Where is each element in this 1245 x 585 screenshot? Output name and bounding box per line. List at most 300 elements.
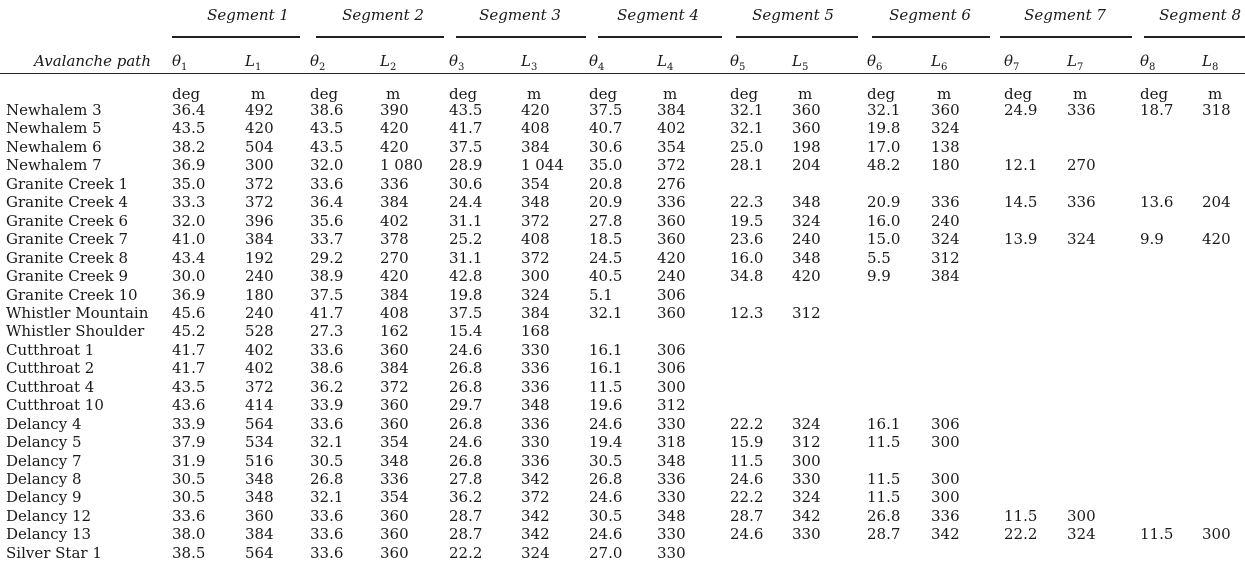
length-cell-3: 336 <box>521 451 550 470</box>
theta-cell-3: 27.8 <box>449 470 483 488</box>
unit-deg-7: deg <box>1004 85 1033 103</box>
theta-cell-1: 32.0 <box>172 211 206 230</box>
segment-rule-7 <box>1000 36 1132 38</box>
theta-cell-4: 30.5 <box>589 506 623 525</box>
theta-cell-1: 45.6 <box>172 303 206 322</box>
theta-cell-1: 36.9 <box>172 285 206 304</box>
theta-cell-6: 28.7 <box>867 525 901 544</box>
length-cell-6: 336 <box>931 506 960 525</box>
length-cell-1: 414 <box>245 396 274 415</box>
theta-cell-4: 5.1 <box>589 285 613 304</box>
length-cell-1: 372 <box>245 193 274 212</box>
length-cell-4: 372 <box>657 156 686 175</box>
theta-cell-5: 11.5 <box>730 451 764 470</box>
table-row <box>0 175 1245 193</box>
length-cell-4: 276 <box>657 174 686 193</box>
length-cell-2: 360 <box>380 525 409 544</box>
avalanche-path-name: Cutthroat 2 <box>6 359 95 378</box>
segment-rule-4 <box>598 36 722 38</box>
table-row <box>0 101 1245 119</box>
theta-cell-1: 45.2 <box>172 322 206 341</box>
theta-cell-4: 24.5 <box>589 248 623 267</box>
theta-cell-4: 27.8 <box>589 211 623 230</box>
length-cell-1: 564 <box>245 543 274 562</box>
unit-deg-3: deg <box>449 85 478 103</box>
theta-cell-8: 9.9 <box>1140 230 1164 249</box>
length-cell-4: 384 <box>657 101 686 119</box>
unit-deg-6: deg <box>867 85 896 103</box>
length-cell-2: 336 <box>380 470 409 488</box>
length-cell-1: 372 <box>245 174 274 193</box>
length-cell-6: 180 <box>931 156 960 175</box>
length-symbol-6: $L_6$ <box>931 52 948 73</box>
length-cell-2: 1 080 <box>380 156 423 175</box>
theta-cell-3: 25.2 <box>449 230 483 249</box>
theta-cell-2: 33.7 <box>310 230 344 249</box>
header-divider <box>0 73 1245 74</box>
theta-cell-1: 43.5 <box>172 119 206 138</box>
length-symbol-8: $L_8$ <box>1202 52 1219 73</box>
theta-cell-3: 22.2 <box>449 543 483 562</box>
theta-symbol-2: $\theta_2$ <box>310 52 326 73</box>
theta-cell-2: 41.7 <box>310 303 344 322</box>
length-cell-3: 372 <box>521 488 550 507</box>
avalanche-path-name: Granite Creek 9 <box>6 267 129 286</box>
theta-symbol-1: $\theta_1$ <box>172 52 188 73</box>
segment-rule-6 <box>872 36 990 38</box>
length-cell-5: 348 <box>792 248 821 267</box>
length-cell-2: 384 <box>380 285 409 304</box>
theta-cell-1: 31.9 <box>172 451 206 470</box>
avalanche-path-name: Silver Star 1 <box>6 543 102 562</box>
avalanche-path-name: Granite Creek 10 <box>6 285 138 304</box>
length-cell-3: 168 <box>521 322 550 341</box>
length-cell-7: 324 <box>1067 230 1096 249</box>
theta-cell-3: 26.8 <box>449 414 483 433</box>
avalanche-path-name: Granite Creek 1 <box>6 174 129 193</box>
theta-cell-2: 27.3 <box>310 322 344 341</box>
theta-cell-2: 33.6 <box>310 506 344 525</box>
unit-m-6: m <box>937 85 952 103</box>
segment-header-4: Segment 4 <box>617 6 699 24</box>
theta-cell-6: 48.2 <box>867 156 901 175</box>
length-cell-4: 360 <box>657 303 686 322</box>
length-cell-6: 342 <box>931 525 960 544</box>
unit-m-5: m <box>798 85 813 103</box>
avalanche-path-name: Granite Creek 7 <box>6 230 129 249</box>
theta-cell-3: 26.8 <box>449 451 483 470</box>
length-cell-4: 240 <box>657 267 686 286</box>
avalanche-path-name: Newhalem 6 <box>6 137 102 156</box>
theta-cell-1: 36.9 <box>172 156 206 175</box>
length-cell-4: 306 <box>657 285 686 304</box>
theta-cell-4: 20.8 <box>589 174 623 193</box>
length-cell-4: 306 <box>657 359 686 378</box>
length-cell-5: 348 <box>792 193 821 212</box>
unit-m-8: m <box>1208 85 1223 103</box>
theta-cell-4: 30.6 <box>589 137 623 156</box>
theta-cell-3: 42.8 <box>449 267 483 286</box>
table-row <box>0 359 1245 377</box>
length-cell-3: 342 <box>521 506 550 525</box>
length-cell-3: 324 <box>521 285 550 304</box>
theta-cell-3: 29.7 <box>449 396 483 415</box>
avalanche-path-name: Granite Creek 4 <box>6 193 129 212</box>
length-cell-7: 336 <box>1067 193 1096 212</box>
length-cell-2: 384 <box>380 193 409 212</box>
theta-cell-1: 33.3 <box>172 193 206 212</box>
length-cell-6: 324 <box>931 119 960 138</box>
length-cell-6: 360 <box>931 101 960 119</box>
segment-header-3: Segment 3 <box>479 6 561 24</box>
theta-cell-7: 11.5 <box>1004 506 1038 525</box>
length-cell-1: 564 <box>245 414 274 433</box>
theta-cell-2: 30.5 <box>310 451 344 470</box>
length-cell-5: 300 <box>792 451 821 470</box>
length-cell-2: 270 <box>380 248 409 267</box>
length-cell-1: 192 <box>245 248 274 267</box>
segment-rule-3 <box>456 36 586 38</box>
length-cell-5: 324 <box>792 488 821 507</box>
theta-cell-2: 36.4 <box>310 193 344 212</box>
avalanche-path-name: Delancy 8 <box>6 470 82 488</box>
length-cell-1: 348 <box>245 470 274 488</box>
length-cell-2: 360 <box>380 506 409 525</box>
theta-cell-4: 16.1 <box>589 359 623 378</box>
theta-cell-7: 13.9 <box>1004 230 1038 249</box>
theta-cell-6: 20.9 <box>867 193 901 212</box>
length-cell-3: 336 <box>521 377 550 396</box>
length-cell-6: 384 <box>931 267 960 286</box>
theta-cell-1: 41.0 <box>172 230 206 249</box>
theta-cell-6: 9.9 <box>867 267 891 286</box>
theta-cell-3: 26.8 <box>449 377 483 396</box>
unit-m-4: m <box>663 85 678 103</box>
avalanche-path-name: Newhalem 3 <box>6 101 102 119</box>
length-cell-2: 420 <box>380 267 409 286</box>
table-row <box>0 452 1245 470</box>
theta-cell-5: 24.6 <box>730 470 764 488</box>
length-cell-3: 300 <box>521 267 550 286</box>
theta-cell-1: 43.6 <box>172 396 206 415</box>
length-cell-2: 360 <box>380 396 409 415</box>
unit-deg-4: deg <box>589 85 618 103</box>
theta-cell-4: 40.5 <box>589 267 623 286</box>
theta-cell-4: 30.5 <box>589 451 623 470</box>
theta-cell-1: 30.0 <box>172 267 206 286</box>
theta-cell-3: 24.6 <box>449 340 483 359</box>
length-cell-1: 240 <box>245 303 274 322</box>
theta-cell-5: 19.5 <box>730 211 764 230</box>
theta-cell-3: 30.6 <box>449 174 483 193</box>
length-cell-2: 348 <box>380 451 409 470</box>
theta-cell-6: 11.5 <box>867 433 901 452</box>
length-cell-6: 138 <box>931 137 960 156</box>
length-cell-2: 372 <box>380 377 409 396</box>
table-row <box>0 507 1245 525</box>
length-cell-4: 330 <box>657 543 686 562</box>
table-row <box>0 396 1245 414</box>
length-cell-2: 378 <box>380 230 409 249</box>
avalanche-path-name: Newhalem 7 <box>6 156 102 175</box>
length-cell-3: 342 <box>521 525 550 544</box>
length-cell-4: 318 <box>657 433 686 452</box>
theta-cell-3: 43.5 <box>449 101 483 119</box>
length-cell-1: 516 <box>245 451 274 470</box>
length-symbol-1: $L_1$ <box>245 52 262 73</box>
avalanche-path-name: Delancy 5 <box>6 433 82 452</box>
theta-cell-3: 36.2 <box>449 488 483 507</box>
avalanche-path-name: Cutthroat 1 <box>6 340 95 359</box>
length-cell-7: 336 <box>1067 101 1096 119</box>
theta-symbol-6: $\theta_6$ <box>867 52 883 73</box>
theta-cell-8: 13.6 <box>1140 193 1174 212</box>
theta-cell-1: 41.7 <box>172 340 206 359</box>
avalanche-path-name: Delancy 9 <box>6 488 82 507</box>
theta-cell-1: 36.4 <box>172 101 206 119</box>
table-row <box>0 249 1245 267</box>
theta-cell-2: 29.2 <box>310 248 344 267</box>
theta-cell-4: 19.4 <box>589 433 623 452</box>
length-cell-4: 348 <box>657 451 686 470</box>
table-row <box>0 212 1245 230</box>
avalanche-path-name: Cutthroat 4 <box>6 377 95 396</box>
length-cell-1: 372 <box>245 377 274 396</box>
length-cell-8: 300 <box>1202 525 1231 544</box>
length-cell-4: 354 <box>657 137 686 156</box>
length-cell-1: 504 <box>245 137 274 156</box>
theta-cell-3: 37.5 <box>449 303 483 322</box>
unit-deg-2: deg <box>310 85 339 103</box>
segment-header-1: Segment 1 <box>207 6 289 24</box>
avalanche-path-name: Delancy 12 <box>6 506 92 525</box>
table-row <box>0 286 1245 304</box>
table-row <box>0 322 1245 340</box>
length-cell-3: 408 <box>521 230 550 249</box>
theta-symbol-4: $\theta_4$ <box>589 52 605 73</box>
theta-cell-4: 16.1 <box>589 340 623 359</box>
theta-cell-2: 33.6 <box>310 525 344 544</box>
theta-cell-6: 11.5 <box>867 488 901 507</box>
length-cell-2: 384 <box>380 359 409 378</box>
length-cell-5: 312 <box>792 303 821 322</box>
length-cell-1: 348 <box>245 488 274 507</box>
theta-cell-2: 38.9 <box>310 267 344 286</box>
avalanche-path-name: Granite Creek 8 <box>6 248 129 267</box>
length-symbol-4: $L_4$ <box>657 52 674 73</box>
length-cell-1: 402 <box>245 340 274 359</box>
length-cell-3: 384 <box>521 137 550 156</box>
theta-cell-4: 35.0 <box>589 156 623 175</box>
length-cell-2: 390 <box>380 101 409 119</box>
unit-deg-5: deg <box>730 85 759 103</box>
avalanche-path-name: Delancy 13 <box>6 525 92 544</box>
theta-cell-1: 38.2 <box>172 137 206 156</box>
length-cell-1: 420 <box>245 119 274 138</box>
length-cell-4: 330 <box>657 525 686 544</box>
length-cell-3: 1 044 <box>521 156 564 175</box>
theta-cell-5: 24.6 <box>730 525 764 544</box>
segment-header-5: Segment 5 <box>752 6 834 24</box>
length-cell-6: 324 <box>931 230 960 249</box>
theta-cell-8: 18.7 <box>1140 101 1174 119</box>
length-cell-5: 198 <box>792 137 821 156</box>
segment-header-6: Segment 6 <box>889 6 971 24</box>
segment-header-8: Segment 8 <box>1159 6 1241 24</box>
length-cell-4: 330 <box>657 414 686 433</box>
table-row <box>0 304 1245 322</box>
length-cell-2: 354 <box>380 433 409 452</box>
theta-cell-4: 27.0 <box>589 543 623 562</box>
length-cell-5: 420 <box>792 267 821 286</box>
length-cell-3: 408 <box>521 119 550 138</box>
theta-cell-3: 24.4 <box>449 193 483 212</box>
avalanche-path-header: Avalanche path <box>34 52 151 70</box>
segment-rule-1 <box>172 36 300 38</box>
length-cell-4: 300 <box>657 377 686 396</box>
unit-m-1: m <box>251 85 266 103</box>
theta-cell-2: 33.9 <box>310 396 344 415</box>
length-symbol-5: $L_5$ <box>792 52 809 73</box>
theta-cell-5: 28.1 <box>730 156 764 175</box>
length-cell-2: 336 <box>380 174 409 193</box>
theta-cell-5: 22.2 <box>730 488 764 507</box>
length-cell-4: 336 <box>657 193 686 212</box>
theta-cell-4: 37.5 <box>589 101 623 119</box>
length-cell-4: 420 <box>657 248 686 267</box>
length-cell-4: 402 <box>657 119 686 138</box>
theta-cell-2: 37.5 <box>310 285 344 304</box>
avalanche-path-name: Whistler Shoulder <box>6 322 145 341</box>
length-cell-1: 360 <box>245 506 274 525</box>
length-cell-5: 240 <box>792 230 821 249</box>
unit-m-7: m <box>1073 85 1088 103</box>
length-cell-5: 204 <box>792 156 821 175</box>
segment-header-7: Segment 7 <box>1024 6 1106 24</box>
theta-cell-7: 14.5 <box>1004 193 1038 212</box>
theta-cell-4: 24.6 <box>589 414 623 433</box>
length-cell-1: 180 <box>245 285 274 304</box>
length-cell-7: 270 <box>1067 156 1096 175</box>
theta-cell-2: 38.6 <box>310 359 344 378</box>
table-row <box>0 193 1245 211</box>
theta-cell-4: 40.7 <box>589 119 623 138</box>
theta-cell-2: 38.6 <box>310 101 344 119</box>
theta-cell-4: 11.5 <box>589 377 623 396</box>
theta-cell-4: 18.5 <box>589 230 623 249</box>
theta-cell-2: 33.6 <box>310 414 344 433</box>
theta-cell-6: 26.8 <box>867 506 901 525</box>
theta-cell-5: 25.0 <box>730 137 764 156</box>
theta-cell-2: 32.0 <box>310 156 344 175</box>
length-cell-1: 492 <box>245 101 274 119</box>
segment-rule-2 <box>316 36 444 38</box>
length-cell-5: 330 <box>792 470 821 488</box>
length-cell-4: 348 <box>657 506 686 525</box>
theta-cell-5: 34.8 <box>730 267 764 286</box>
theta-cell-3: 37.5 <box>449 137 483 156</box>
length-cell-8: 318 <box>1202 101 1231 119</box>
theta-cell-6: 16.0 <box>867 211 901 230</box>
length-symbol-3: $L_3$ <box>521 52 538 73</box>
length-cell-4: 360 <box>657 211 686 230</box>
length-cell-4: 360 <box>657 230 686 249</box>
segment-rule-8 <box>1144 36 1245 38</box>
theta-cell-3: 31.1 <box>449 211 483 230</box>
theta-symbol-5: $\theta_5$ <box>730 52 746 73</box>
theta-cell-3: 28.7 <box>449 525 483 544</box>
theta-cell-4: 26.8 <box>589 470 623 488</box>
theta-cell-7: 24.9 <box>1004 101 1038 119</box>
length-cell-3: 348 <box>521 396 550 415</box>
theta-cell-1: 43.5 <box>172 377 206 396</box>
length-cell-1: 300 <box>245 156 274 175</box>
table-row <box>0 119 1245 137</box>
length-cell-4: 330 <box>657 488 686 507</box>
theta-cell-2: 43.5 <box>310 137 344 156</box>
theta-cell-2: 32.1 <box>310 488 344 507</box>
theta-cell-2: 43.5 <box>310 119 344 138</box>
theta-cell-1: 38.0 <box>172 525 206 544</box>
theta-cell-5: 32.1 <box>730 119 764 138</box>
segment-rule-5 <box>736 36 858 38</box>
table-row <box>0 544 1245 562</box>
length-cell-5: 360 <box>792 119 821 138</box>
length-cell-3: 336 <box>521 359 550 378</box>
length-cell-4: 312 <box>657 396 686 415</box>
theta-cell-1: 41.7 <box>172 359 206 378</box>
length-cell-6: 312 <box>931 248 960 267</box>
theta-cell-2: 36.2 <box>310 377 344 396</box>
avalanche-path-name: Delancy 7 <box>6 451 82 470</box>
length-cell-5: 324 <box>792 211 821 230</box>
length-cell-3: 342 <box>521 470 550 488</box>
theta-cell-2: 26.8 <box>310 470 344 488</box>
length-cell-2: 402 <box>380 211 409 230</box>
length-cell-2: 360 <box>380 414 409 433</box>
theta-cell-6: 11.5 <box>867 470 901 488</box>
table-row <box>0 433 1245 451</box>
length-cell-8: 204 <box>1202 193 1231 212</box>
length-cell-4: 306 <box>657 340 686 359</box>
theta-cell-6: 19.8 <box>867 119 901 138</box>
theta-cell-5: 28.7 <box>730 506 764 525</box>
length-cell-1: 384 <box>245 525 274 544</box>
theta-cell-4: 32.1 <box>589 303 623 322</box>
theta-cell-7: 22.2 <box>1004 525 1038 544</box>
length-cell-5: 360 <box>792 101 821 119</box>
length-cell-2: 420 <box>380 119 409 138</box>
theta-cell-3: 41.7 <box>449 119 483 138</box>
avalanche-path-name: Whistler Mountain <box>6 303 149 322</box>
theta-cell-1: 43.4 <box>172 248 206 267</box>
theta-cell-1: 33.9 <box>172 414 206 433</box>
theta-cell-3: 28.9 <box>449 156 483 175</box>
unit-deg-1: deg <box>172 85 201 103</box>
length-cell-1: 528 <box>245 322 274 341</box>
table-row <box>0 138 1245 156</box>
length-cell-6: 300 <box>931 488 960 507</box>
theta-cell-6: 16.1 <box>867 414 901 433</box>
theta-cell-3: 15.4 <box>449 322 483 341</box>
theta-cell-4: 24.6 <box>589 488 623 507</box>
length-cell-3: 324 <box>521 543 550 562</box>
unit-m-3: m <box>527 85 542 103</box>
segment-header-2: Segment 2 <box>342 6 424 24</box>
theta-symbol-7: $\theta_7$ <box>1004 52 1020 73</box>
theta-symbol-8: $\theta_8$ <box>1140 52 1156 73</box>
theta-cell-6: 17.0 <box>867 137 901 156</box>
